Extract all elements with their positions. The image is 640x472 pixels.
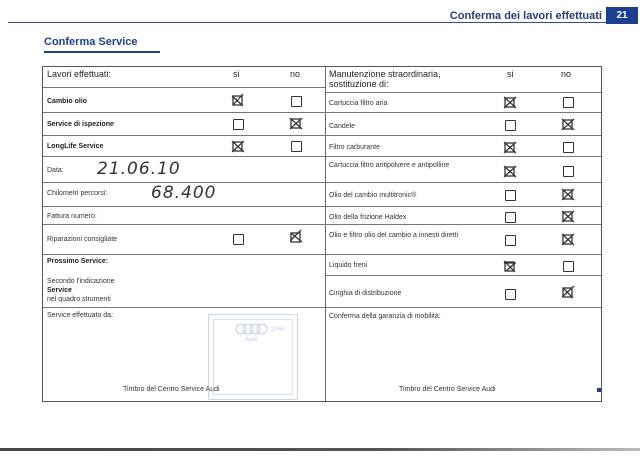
checkbox-icon[interactable] [505,190,516,201]
checked-box-icon[interactable] [231,139,245,153]
row-line [325,206,601,207]
row-line [43,135,325,136]
km-value: 68.400 [151,183,217,203]
audi-rings-logo [235,323,269,335]
checkbox-icon[interactable] [563,166,574,177]
right-col-header-1: Manutenzione straordinaria, [329,69,441,79]
right-no-header: no [561,69,572,79]
row-line [325,275,601,276]
stamp-number: 2050 [271,327,285,333]
right-col-header-2: sostituzione di: [329,79,389,89]
dealer-stamp [208,314,298,400]
row-label-olio-haldex: Olio della frizione Haldex [329,214,407,221]
page-number: 21 [606,7,638,24]
row-line [325,112,601,113]
km-label: Chilometri percorsi: [47,190,108,197]
section-title-underline [44,51,160,53]
checked-box-icon[interactable] [503,95,517,109]
row-line [43,224,325,225]
header-rule [8,22,620,23]
checkbox-icon[interactable] [291,96,302,107]
row-line [43,307,325,308]
checkbox-icon[interactable] [505,235,516,246]
row-label-cambio-olio: Cambio olio [47,98,88,105]
checkbox-icon[interactable] [233,234,244,245]
next-service-desc-3: nel quadro strumenti [47,296,111,303]
checkbox-icon[interactable] [291,141,302,152]
checked-box-icon[interactable] [561,187,575,201]
row-line [43,206,325,207]
checked-box-icon[interactable] [561,117,575,131]
row-label-candele: Candele [329,123,356,130]
checked-box-icon[interactable] [503,140,517,154]
row-line [325,254,601,255]
checkbox-icon[interactable] [563,97,574,108]
section-title: Conferma Service [44,36,138,48]
repairs-label: Riparazioni consigliate [47,236,118,243]
footer-rule [0,448,640,451]
row-line [43,156,325,157]
right-stamp-label: Timbro del Centro Service Audi [399,386,496,393]
divider [325,67,326,401]
row-label-cambio-innesti: Olio e filtro olio del cambio a innesti diretti [329,232,459,239]
left-col-header: Lavori effettuati: [47,69,111,79]
warranty-label: Conferma della garanzia di mobilità: [329,313,441,320]
header-title: Conferma dei lavori effettuati [449,10,602,22]
row-label-longlife: LongLife Service [47,143,104,150]
checkbox-icon[interactable] [505,289,516,300]
checked-box-icon[interactable] [561,285,575,299]
left-no-header: no [290,69,301,79]
row-label-liquido-freni: Liquido freni [329,262,368,269]
row-line [325,307,601,308]
invoice-label: Fattura numero: [47,213,97,220]
row-label-filtro-aria: Cartuccia filtro aria [329,100,388,107]
row-line [43,254,325,255]
date-value: 21.06.10 [97,159,181,179]
checkbox-icon[interactable] [505,120,516,131]
checked-box-icon[interactable] [561,232,575,246]
stamp-brand: Audi [245,337,258,343]
checked-box-icon[interactable] [289,116,303,130]
right-si-header: si [507,69,514,79]
row-label-service-ispezione: Service di ispezione [47,121,114,128]
next-service-desc-1: Secondo l'indicazione [47,278,115,285]
checked-box-icon[interactable] [289,229,303,243]
checkbox-icon[interactable] [505,212,516,223]
checkbox-icon[interactable] [563,261,574,272]
row-line [325,135,601,136]
row-label-olio-multitronic: Olio del cambio multitronic® [329,192,417,199]
row-line [325,224,601,225]
next-service-label: Prossimo Service: [47,258,109,265]
row-line [43,87,325,88]
date-label: Data: [47,167,64,174]
checkbox-icon[interactable] [233,119,244,130]
row-line [325,92,601,93]
checked-box-icon[interactable] [503,164,517,178]
done-by-label: Service effettuato da: [47,312,114,319]
row-line [325,156,601,157]
next-service-desc-2: Service [47,287,72,294]
left-stamp-label: Timbro del Centro Service Audi [123,386,220,393]
row-label-filtro-carburante: Filtro carburante [329,144,380,151]
checked-box-icon[interactable] [231,93,245,107]
row-label-cinghia: Cinghia di distribuzione [329,290,402,297]
checked-box-icon[interactable] [561,209,575,223]
service-form [42,66,602,402]
row-line [43,112,325,113]
checked-box-icon[interactable] [503,259,517,273]
row-line [325,182,601,183]
checkbox-icon[interactable] [563,142,574,153]
page-marker [597,388,601,392]
row-label-filtro-antipolvere: Cartuccia filtro antipolvere e antipolline [329,162,450,169]
left-si-header: si [233,69,240,79]
